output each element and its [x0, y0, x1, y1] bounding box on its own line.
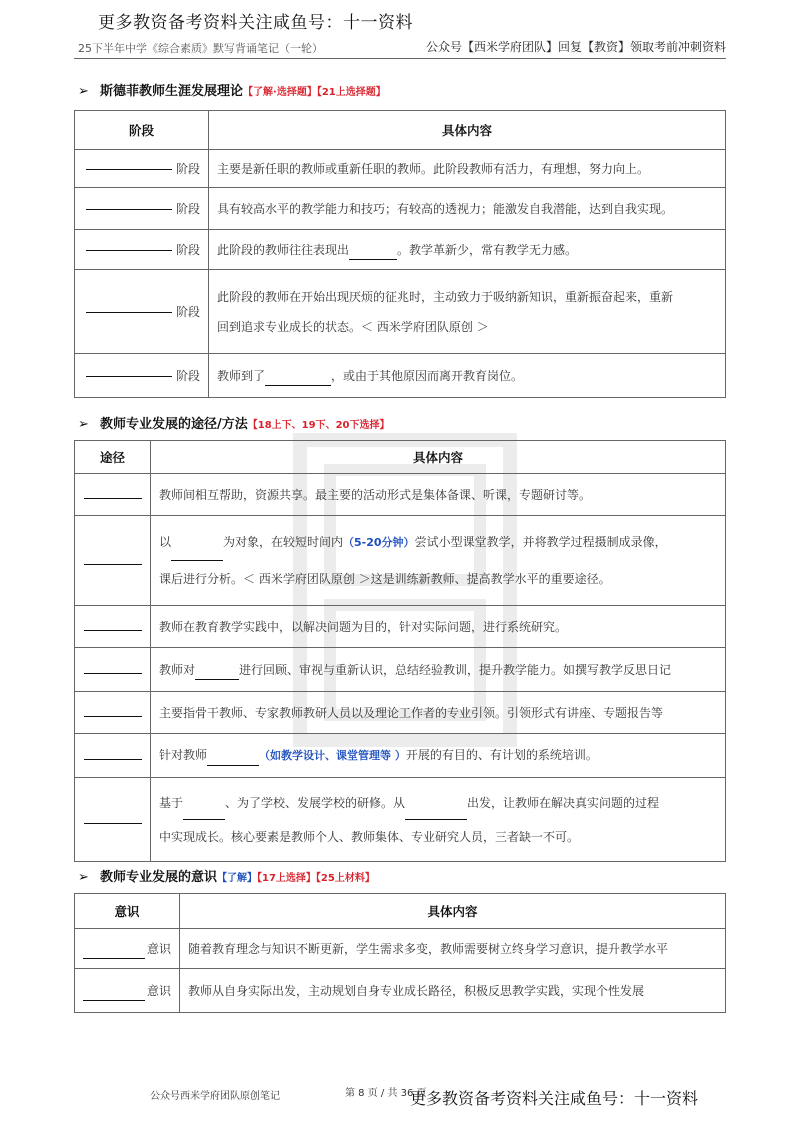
table-row [75, 929, 726, 969]
watermark-top: 更多教资备考资料关注咸鱼号：十一资料 [98, 13, 413, 33]
path-cell [75, 474, 151, 516]
blank-line [195, 679, 239, 680]
table-row [75, 734, 726, 778]
blank-line [207, 765, 259, 766]
blank-line [86, 169, 172, 170]
table-row [75, 230, 726, 270]
stage-cell: 阶段 [75, 188, 209, 230]
content-cell: 随着教育理念与知识不断更新，学生需求多变，教师需要树立终身学习意识，提升教学水平 [180, 929, 726, 969]
blank-line [86, 312, 172, 313]
footer-left: 公众号西米学府团队原创笔记 [150, 1091, 280, 1102]
awareness-cell: 意识 [75, 929, 180, 969]
blank-line [84, 716, 142, 717]
section2-heading [78, 413, 390, 432]
blank-line [349, 259, 397, 260]
content-cell: 基于 、为了学校、发展学校的研修。从 出发，让教师在解决真实问题的过程 中实现成长。核心要素是教师个人、教师集体、专业研究人员，三者缺一不可。 [151, 778, 726, 862]
blank-line [171, 560, 223, 561]
header-left: 25下半年中学《综合素质》默写背诵笔记（一轮） [78, 42, 323, 55]
path-cell [75, 778, 151, 862]
table-row [75, 474, 726, 516]
section1-tag: 【了解·选择题】【21上选择题】 [243, 87, 386, 98]
path-cell [75, 648, 151, 692]
watermark-bottom: 更多教资备考资料关注咸鱼号：十一资料 [410, 1089, 699, 1108]
content-cell: 教师到了 ，或由于其他原因而离开教育岗位。 [209, 354, 726, 398]
blank-line [83, 958, 145, 959]
table-header-row [75, 894, 726, 929]
blank-line [84, 630, 142, 631]
table-row [75, 188, 726, 230]
content-cell: 教师间相互帮助，资源共享。最主要的活动形式是集体备课、听课，专题研讨等。 [151, 474, 726, 516]
section1-table [74, 110, 726, 398]
col-header-path: 途径 [75, 441, 151, 474]
arrow-icon: ➢ [78, 870, 89, 885]
table-row [75, 969, 726, 1013]
content-cell: 教师在教育教学实践中，以解决问题为目的，针对实际问题，进行系统研究。 [151, 606, 726, 648]
col-header-content: 具体内容 [180, 894, 726, 929]
blank-line [405, 819, 467, 820]
section3-table [74, 893, 726, 1013]
blank-line [84, 823, 142, 824]
blank-line [84, 564, 142, 565]
blank-line [84, 498, 142, 499]
table-row [75, 692, 726, 734]
content-cell: 主要指骨干教师、专家教师教研人员以及理论工作者的专业引领。引领形式有讲座、专题报告等 [151, 692, 726, 734]
header-right: 公众号【西米学府团队】回复【教资】领取考前冲刺资料 [425, 40, 726, 54]
blank-line [86, 209, 172, 210]
blank-line [183, 819, 225, 820]
blank-line [83, 1000, 145, 1001]
path-cell [75, 606, 151, 648]
table-row [75, 354, 726, 398]
arrow-icon: ➢ [78, 84, 89, 99]
content-cell: 此阶段的教师往往表现出 。教学革新少，常有教学无力感。 [209, 230, 726, 270]
path-cell [75, 692, 151, 734]
arrow-icon: ➢ [78, 417, 89, 432]
col-header-content: 具体内容 [151, 441, 726, 474]
awareness-cell: 意识 [75, 969, 180, 1013]
blank-line [84, 759, 142, 760]
table-row [75, 516, 726, 606]
section3-tag: 【17上选择】【25上材料】 [257, 873, 375, 884]
col-header-content: 具体内容 [209, 111, 726, 150]
table-row [75, 606, 726, 648]
content-cell: 主要是新任职的教师或重新任职的教师。此阶段教师有活力，有理想，努力向上。 [209, 150, 726, 188]
content-cell: 以 为对象，在较短时间内（5-20分钟）尝试小型课堂教学，并将教学过程摄制成录像， 课后进行分析。＜ 西米学府团队原创 ＞这是训练新教师、提高教学水平的重要途径。 [151, 516, 726, 606]
section3-tag-blue: 【了解】 [217, 873, 258, 884]
header-divider [74, 58, 726, 59]
section3-heading [78, 866, 375, 885]
content-cell: 教师从自身实际出发，主动规划自身专业成长路径，积极反思教学实践，实现个性发展 [180, 969, 726, 1013]
stage-cell: 阶段 [75, 150, 209, 188]
stage-cell: 阶段 [75, 354, 209, 398]
content-cell: 此阶段的教师在开始出现厌烦的征兆时，主动致力于吸纳新知识，重新振奋起来，重新 回到追求专业成长的状态。＜ 西米学府团队原创 ＞ [209, 270, 726, 354]
section2-title: 教师专业发展的途径/方法 [100, 417, 248, 432]
content-cell: 教师对 进行回顾、审视与重新认识，总结经验教训，提升教学能力。如撰写教学反思日记 [151, 648, 726, 692]
table-row [75, 648, 726, 692]
path-cell [75, 734, 151, 778]
col-header-awareness: 意识 [75, 894, 180, 929]
section2-table [74, 440, 726, 862]
table-row [75, 150, 726, 188]
blank-line [86, 376, 172, 377]
table-header-row [75, 441, 726, 474]
blank-line [265, 385, 331, 386]
footer-page-number: 第 8 页 / 共 36 页 [345, 1088, 427, 1099]
section1-heading [78, 80, 386, 99]
path-cell [75, 516, 151, 606]
section2-tag: 【18上下、19下、20下选择】 [247, 420, 390, 431]
table-row [75, 778, 726, 862]
content-cell: 具有较高水平的教学能力和技巧；有较高的透视力；能激发自我潜能，达到自我实现。 [209, 188, 726, 230]
content-cell: 针对教师 （如教学设计、课堂管理等 ）开展的有目的、有计划的系统培训。 [151, 734, 726, 778]
stage-cell: 阶段 [75, 230, 209, 270]
blank-line [84, 673, 142, 674]
blank-line [86, 250, 172, 251]
col-header-stage: 阶段 [75, 111, 209, 150]
section1-title: 斯德菲教师生涯发展理论 [100, 84, 244, 99]
section3-title: 教师专业发展的意识 [100, 870, 218, 885]
stage-cell: 阶段 [75, 270, 209, 354]
table-row [75, 270, 726, 354]
table-header-row [75, 111, 726, 150]
